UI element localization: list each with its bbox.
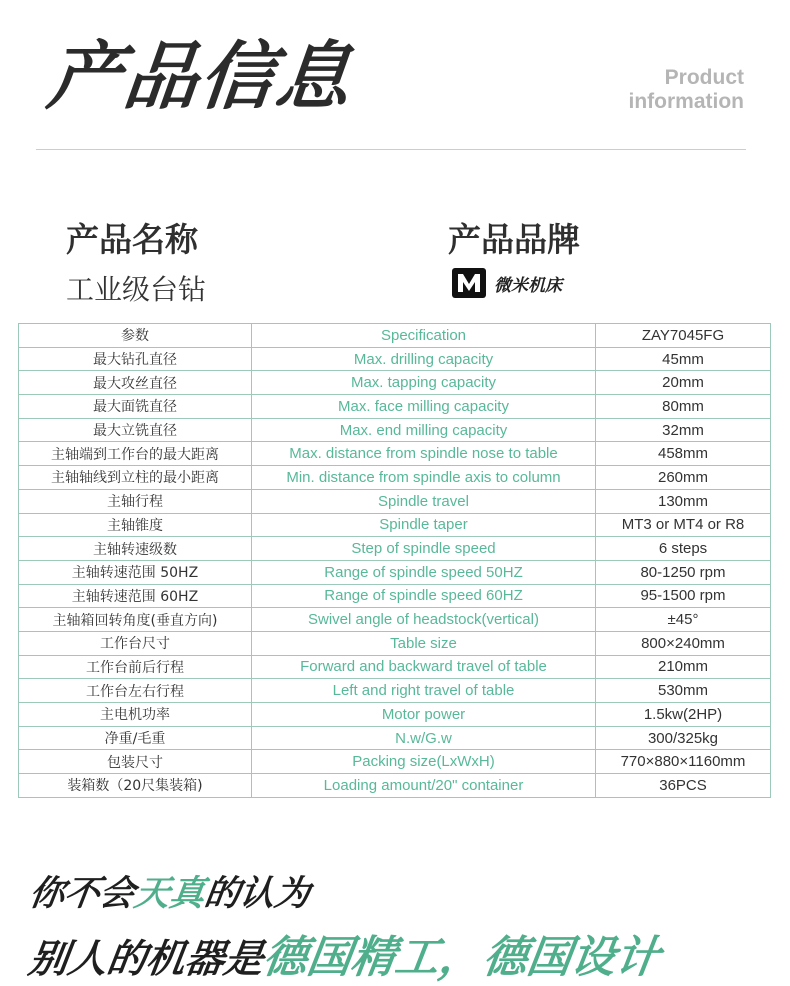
slogan-line1-highlight: 天真 (131, 874, 208, 914)
table-row (19, 584, 771, 608)
slogan-line2-a: 别人的机器是 (25, 937, 267, 982)
table-row (19, 679, 771, 703)
spec-table (18, 323, 771, 798)
spec-cell: Left and right travel of table (252, 679, 596, 703)
spec-cell: N.w/G.w (252, 726, 596, 750)
title-en-line2: information (628, 90, 744, 113)
value-cell: 130mm (596, 489, 771, 513)
param-cell: 主轴锥度 (19, 513, 252, 537)
param-cell: 主轴转速范围 50HZ (19, 560, 252, 584)
table-row (19, 347, 771, 371)
param-cell: 参数 (19, 324, 252, 348)
spec-cell: Motor power (252, 703, 596, 727)
table-header-row (19, 324, 771, 348)
spec-cell: Range of spindle speed 60HZ (252, 584, 596, 608)
spec-cell: Range of spindle speed 50HZ (252, 560, 596, 584)
param-cell: 工作台左右行程 (19, 679, 252, 703)
table-row (19, 371, 771, 395)
spec-cell: Table size (252, 631, 596, 655)
table-row (19, 560, 771, 584)
value-cell: 45mm (596, 347, 771, 371)
spec-cell: Spindle taper (252, 513, 596, 537)
table-row (19, 537, 771, 561)
page-title: 产品信息 (43, 34, 357, 120)
value-cell: 530mm (596, 679, 771, 703)
spec-cell: Max. face milling capacity (252, 395, 596, 419)
table-row (19, 774, 771, 798)
table-row (19, 750, 771, 774)
param-cell: 最大钻孔直径 (19, 347, 252, 371)
param-cell: 主轴端到工作台的最大距离 (19, 442, 252, 466)
value-cell: 210mm (596, 655, 771, 679)
value-cell: 20mm (596, 371, 771, 395)
value-cell: 6 steps (596, 537, 771, 561)
value-cell: 300/325kg (596, 726, 771, 750)
table-row (19, 703, 771, 727)
spec-cell: Loading amount/20" container (252, 774, 596, 798)
value-cell: 1.5kw(2HP) (596, 703, 771, 727)
table-row (19, 513, 771, 537)
spec-cell: Step of spindle speed (252, 537, 596, 561)
product-name-value: 工业级台钻 (66, 273, 207, 306)
spec-cell: Forward and backward travel of table (252, 655, 596, 679)
table-row (19, 489, 771, 513)
table-row (19, 726, 771, 750)
param-cell: 工作台前后行程 (19, 655, 252, 679)
spec-cell: Max. drilling capacity (252, 347, 596, 371)
param-cell: 包装尺寸 (19, 750, 252, 774)
value-cell: MT3 or MT4 or R8 (596, 513, 771, 537)
slogan-line2-highlight: 德国精工，德国设计 (259, 932, 663, 983)
value-cell: ZAY7045FG (596, 324, 771, 348)
param-cell: 主轴箱回转角度(垂直方向) (19, 608, 252, 632)
header-divider (36, 149, 746, 150)
brand-name: 微米机床 (494, 275, 562, 296)
brand-block (452, 268, 562, 298)
slogan-line1-b: 的认为 (201, 874, 313, 914)
slogan-line-1 (26, 866, 313, 916)
param-cell: 净重/毛重 (19, 726, 252, 750)
param-cell: 装箱数（20尺集装箱) (19, 774, 252, 798)
spec-cell: Max. end milling capacity (252, 418, 596, 442)
table-row (19, 395, 771, 419)
value-cell: 800×240mm (596, 631, 771, 655)
slogan-line-2 (26, 921, 665, 985)
title-en-line1: Product (664, 66, 744, 89)
param-cell: 主轴转速范围 60HZ (19, 584, 252, 608)
brand-logo-icon (452, 268, 486, 298)
table-row (19, 655, 771, 679)
spec-cell: Max. distance from spindle nose to table (252, 442, 596, 466)
spec-cell: Max. tapping capacity (252, 371, 596, 395)
table-row (19, 466, 771, 490)
param-cell: 最大攻丝直径 (19, 371, 252, 395)
product-brand-label: 产品品牌 (448, 220, 580, 259)
param-cell: 最大立铣直径 (19, 418, 252, 442)
value-cell: 80-1250 rpm (596, 560, 771, 584)
value-cell: 770×880×1160mm (596, 750, 771, 774)
value-cell: 36PCS (596, 774, 771, 798)
table-row (19, 418, 771, 442)
value-cell: 458mm (596, 442, 771, 466)
table-row (19, 608, 771, 632)
spec-cell: Min. distance from spindle axis to column (252, 466, 596, 490)
param-cell: 最大面铣直径 (19, 395, 252, 419)
value-cell: 260mm (596, 466, 771, 490)
spec-cell: Spindle travel (252, 489, 596, 513)
value-cell: 95-1500 rpm (596, 584, 771, 608)
param-cell: 工作台尺寸 (19, 631, 252, 655)
table-row (19, 442, 771, 466)
spec-cell: Packing size(LxWxH) (252, 750, 596, 774)
table-row (19, 631, 771, 655)
param-cell: 主轴轴线到立柱的最小距离 (19, 466, 252, 490)
spec-cell: Specification (252, 324, 596, 348)
param-cell: 主电机功率 (19, 703, 252, 727)
slogan-line1-a: 你不会 (26, 874, 138, 914)
value-cell: 32mm (596, 418, 771, 442)
param-cell: 主轴行程 (19, 489, 252, 513)
value-cell: 80mm (596, 395, 771, 419)
page-title-en (629, 66, 745, 114)
spec-cell: Swivel angle of headstock(vertical) (252, 608, 596, 632)
value-cell: ±45° (596, 608, 771, 632)
param-cell: 主轴转速级数 (19, 537, 252, 561)
product-name-label: 产品名称 (66, 220, 198, 259)
